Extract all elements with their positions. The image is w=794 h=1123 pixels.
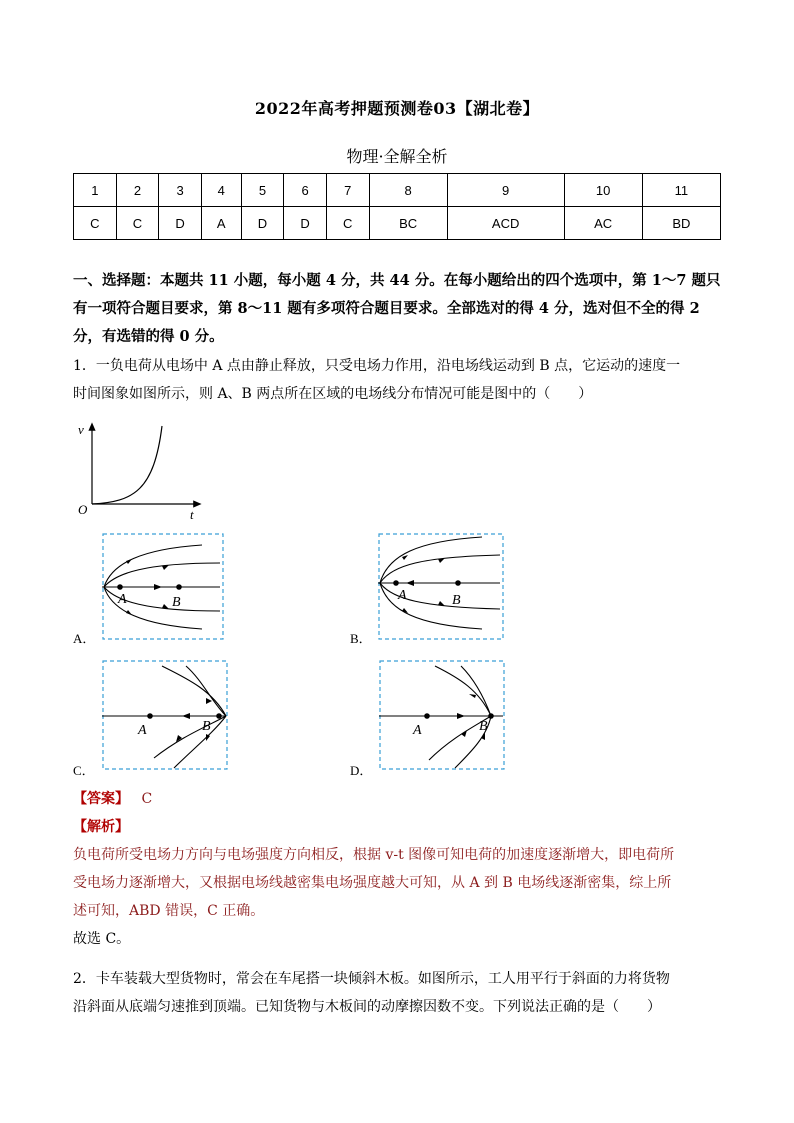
answer-value: C: [141, 791, 153, 807]
answer-cell: ACD: [447, 207, 564, 240]
option-b-label: B．: [350, 631, 372, 646]
answer-table: [73, 173, 721, 240]
option-c-field-diagram: [102, 660, 228, 770]
analysis-label: 【解析】: [73, 819, 129, 835]
point-b-label: B: [452, 593, 461, 608]
option-a-label: A．: [73, 631, 96, 646]
answer-number: 6: [284, 174, 327, 207]
answer-table-answer-row: [74, 207, 721, 240]
option-d-label: D．: [350, 763, 373, 778]
paper-subtitle: 物理·全解全析: [346, 147, 448, 166]
answer-cell: A: [201, 207, 241, 240]
graph-xlabel: t: [190, 507, 194, 522]
answer-cell: BD: [642, 207, 720, 240]
answer-number: 10: [564, 174, 642, 207]
answer-cell: C: [116, 207, 159, 240]
answer-label: 【答案】: [73, 791, 129, 807]
answer-cell: C: [74, 207, 117, 240]
question-2-stem: [73, 965, 723, 1021]
answer-number: 2: [116, 174, 159, 207]
option-b-field-diagram: [378, 533, 504, 640]
answer-number: 8: [369, 174, 447, 207]
question-line: 沿斜面从底端匀速推到顶端。已知货物与木板间的动摩擦因数不变。下列说法正确的是（ ）: [73, 999, 661, 1015]
point-a-label: A: [398, 588, 407, 603]
analysis-line: 述可知，ABD 错误，C 正确。: [73, 903, 265, 919]
answer-table-number-row: [74, 174, 721, 207]
section-line: 有一项符合题目要求，第 8～11 题有多项符合题目要求。全部选对的得 4 分，选对但不全的得 2: [73, 300, 700, 317]
answer-number: 11: [642, 174, 720, 207]
point-b-label: B: [202, 719, 211, 734]
section-line: 分，有选错的得 0 分。: [73, 328, 224, 345]
option-d-field-diagram: [379, 660, 505, 770]
option-c-label: C．: [73, 763, 95, 778]
point-a-label: A: [138, 723, 147, 738]
answer-number: 5: [241, 174, 284, 207]
point-a-label: A: [118, 592, 127, 607]
question-1-answer: [73, 785, 723, 953]
point-a-label: A: [413, 723, 422, 738]
graph-origin: O: [78, 502, 88, 517]
answer-number: 3: [159, 174, 202, 207]
question-line: 2．卡车装载大型货物时，常会在车尾搭一块倾斜木板。如图所示，工人用平行于斜面的力将货物: [73, 971, 670, 987]
question-1-stem: [73, 352, 723, 408]
answer-cell: D: [284, 207, 327, 240]
section-instructions: [73, 267, 723, 351]
answer-number: 9: [447, 174, 564, 207]
vt-graph: [74, 420, 204, 525]
answer-cell: BC: [369, 207, 447, 240]
section-line: 一、选择题：本题共 11 小题，每小题 4 分，共 44 分。在每小题给出的四个选项中，第 1～7 题只: [73, 272, 721, 289]
question-line: 1．一负电荷从电场中 A 点由静止释放，只受电场力作用，沿电场线运动到 B 点，它运动的速度一: [73, 358, 681, 374]
answer-line: [73, 785, 723, 813]
analysis-line: 负电荷所受电场力方向与电场强度方向相反，根据 v-t 图像可知电荷的加速度逐渐增大，即电荷所: [73, 847, 675, 863]
option-a-field-diagram: [102, 533, 224, 640]
answer-cell: C: [326, 207, 369, 240]
answer-number: 4: [201, 174, 241, 207]
conclusion-line: 故选 C。: [73, 931, 131, 947]
answer-cell: D: [241, 207, 284, 240]
answer-number: 1: [74, 174, 117, 207]
answer-cell: D: [159, 207, 202, 240]
answer-number: 7: [326, 174, 369, 207]
point-b-label: B: [172, 595, 181, 610]
answer-cell: AC: [564, 207, 642, 240]
paper-title: 2022年高考押题预测卷03【湖北卷】: [254, 99, 540, 118]
analysis-line: 受电场力逐渐增大，又根据电场线越密集电场强度越大可知，从 A 到 B 电场线逐渐密集，综上所: [73, 875, 672, 891]
analysis-heading: [73, 813, 723, 841]
graph-ylabel: v: [78, 422, 84, 437]
question-line: 时间图象如图所示，则 A、B 两点所在区域的电场线分布情况可能是图中的（ ）: [73, 386, 593, 402]
point-b-label: B: [479, 719, 488, 734]
